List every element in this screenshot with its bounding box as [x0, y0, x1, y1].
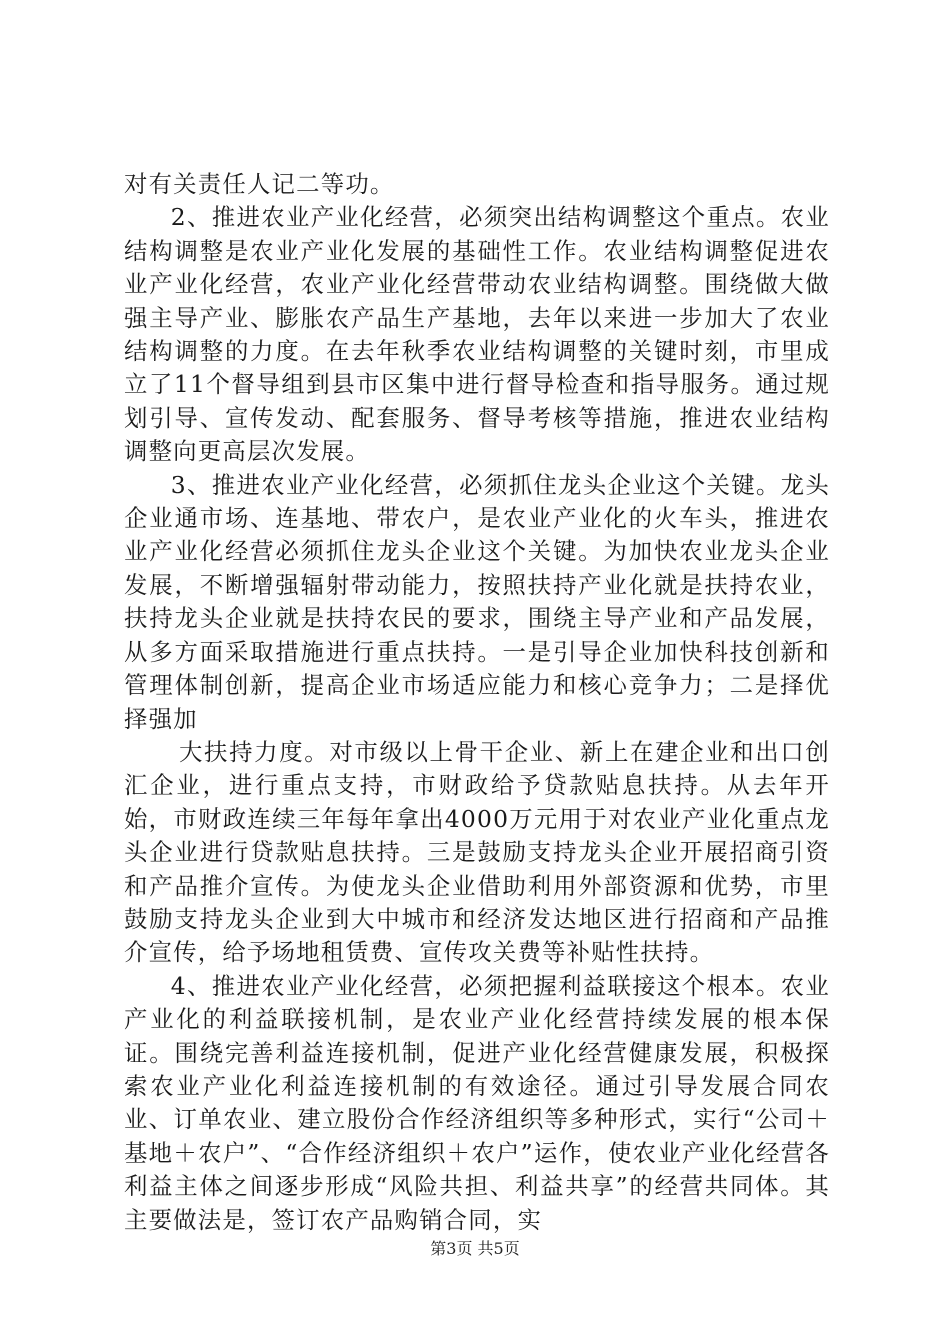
document-body — [124, 168, 830, 1237]
paragraph-interest-linkage: 4、推进农业产业化经营，必须把握利益联接这个根本。农业产业化的利益联接机制，是农业产业化经营持续发展的根本保证。围绕完善利益连接机制，促进产业化经营健康发展，积极探索农业产业化利益连接机制的有效途径。通过引导发展合同农业、订单农业、建立股份合作经济组织等多种形式，实行“公司＋基地＋农户”、“合作经济组织＋农户”运作，使农业产业化经营各利益主体之间逐步形成“风险共担、利益共享”的经营共同体。其主要做法是，签订农产品购销合同，实 — [124, 971, 830, 1234]
paragraph-leading-enterprises: 3、推进农业产业化经营，必须抓住龙头企业这个关键。龙头企业通市场、连基地、带农户，是农业产业化的火车头，推进农业产业化经营必须抓住龙头企业这个关键。为加快农业龙头企业发展，不断增强辐射带动能力，按照扶持产业化就是扶持农业，扶持龙头企业就是扶持农民的要求，围绕主导产业和产品发展，从多方面采取措施进行重点扶持。一是引导企业加快科技创新和管理体制创新，提高企业市场适应能力和核心竞争力；二是择优择强加 — [124, 470, 830, 733]
page-number-footer: 第3页 共5页 — [430, 1239, 520, 1258]
paragraph-continuation: 对有关责任人记二等功。 — [124, 170, 395, 198]
paragraph-support-intensity: 大扶持力度。对市级以上骨干企业、新上在建企业和出口创汇企业，进行重点支持，市财政给予贷款贴息扶持。从去年开始，市财政连续三年每年拿出4000万元用于对农业产业化重点龙头企业进行贷款贴息扶持。三是鼓励支持龙头企业开展招商引资和产品推介宣传。为使龙头企业借助利用外部资源和优势，市里鼓励支持龙头企业到大中城市和经济发达地区进行招商和产品推介宣传，给予场地租赁费、宣传攻关费等补贴性扶持。 — [124, 737, 830, 967]
paragraph-structure-adjustment: 2、推进农业产业化经营，必须突出结构调整这个重点。农业结构调整是农业产业化发展的基础性工作。农业结构调整促进农业产业化经营，农业产业化经营带动农业结构调整。围绕做大做强主导产业、膨胀农产品生产基地，去年以来进一步加大了农业结构调整的力度。在去年秋季农业结构调整的关键时刻，市里成立了11个督导组到县市区集中进行督导检查和指导服务。通过规划引导、宣传发动、配套服务、督导考核等措施，推进农业结构调整向更高层次发展。 — [124, 203, 830, 466]
